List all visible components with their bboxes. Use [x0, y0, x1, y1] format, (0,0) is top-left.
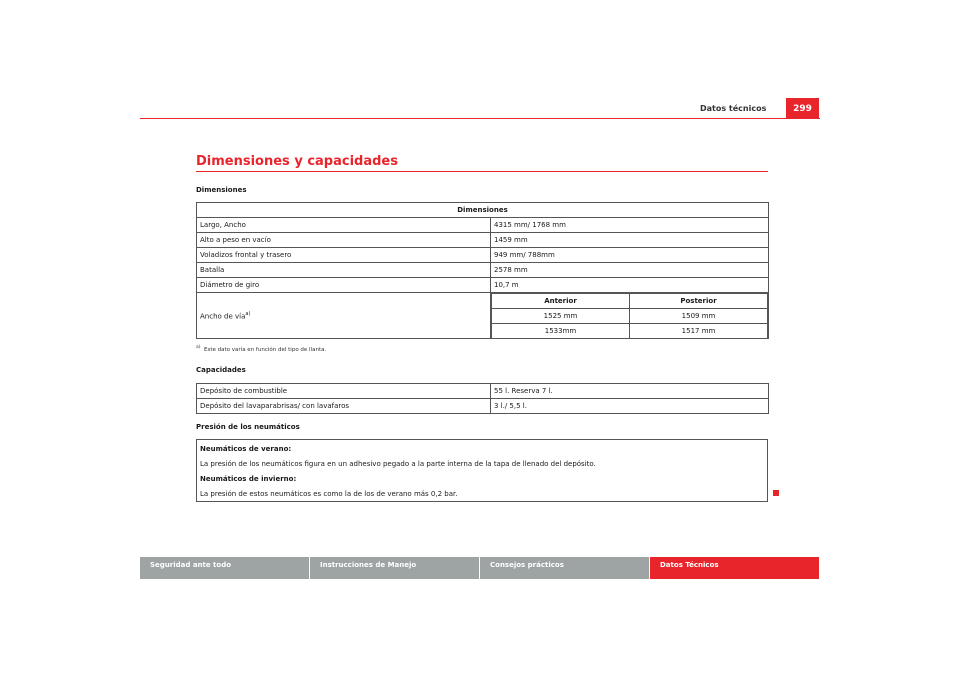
track-rear-value: 1517 mm [630, 324, 768, 339]
table-row [197, 248, 769, 263]
footnote-text: Este dato varía en función del tipo de llanta. [204, 346, 327, 353]
table-row [197, 278, 769, 293]
footer-tab-seguridad[interactable]: Seguridad ante todo [140, 557, 310, 579]
track-rear-header: Posterior [630, 294, 768, 309]
track-rear-value: 1509 mm [630, 309, 768, 324]
footer-navigation [140, 557, 819, 579]
row-value: 2578 mm [491, 263, 769, 278]
row-label: Largo, Ancho [197, 218, 491, 233]
row-label: Depósito de combustible [197, 384, 491, 399]
track-width-label-cell [197, 293, 491, 339]
row-label: Depósito del lavaparabrisas/ con lavafaros [197, 399, 491, 414]
winter-tires-title: Neumáticos de invierno: [200, 475, 297, 483]
track-width-row [197, 293, 769, 339]
footnote [196, 345, 326, 353]
footer-tab-datos-tecnicos[interactable]: Datos Técnicos [650, 557, 819, 579]
capacities-subhead: Capacidades [196, 366, 246, 374]
winter-tires-text: La presión de estos neumáticos es como la de los de verano más 0,2 bar. [200, 490, 458, 498]
row-value: 3 l./ 5,5 l. [491, 399, 769, 414]
footnote-ref: a) [245, 310, 251, 317]
track-front-value: 1533mm [492, 324, 630, 339]
end-of-section-marker [773, 490, 779, 496]
track-width-label: Ancho de vía [200, 312, 246, 321]
summer-tires-text: La presión de los neumáticos figura en un adhesivo pegado a la parte interna de la tapa de llenado del depósito. [200, 460, 596, 468]
row-label: Diámetro de giro [197, 278, 491, 293]
track-front-header: Anterior [492, 294, 630, 309]
row-value: 4315 mm/ 1768 mm [491, 218, 769, 233]
section-title: Dimensiones y capacidades [196, 154, 398, 169]
header-divider [140, 118, 820, 119]
dimensions-subhead: Dimensiones [196, 186, 247, 194]
section-divider [196, 171, 768, 172]
summer-tires-title: Neumáticos de verano: [200, 445, 292, 453]
tire-pressure-box [196, 439, 768, 502]
running-header-title: Datos técnicos [700, 104, 767, 113]
row-label: Batalla [197, 263, 491, 278]
track-front-value: 1525 mm [492, 309, 630, 324]
table-row [197, 384, 769, 399]
page-number-badge: 299 [786, 98, 819, 118]
row-value: 55 l. Reserva 7 l. [491, 384, 769, 399]
capacities-table [196, 383, 769, 414]
table-row [197, 218, 769, 233]
tire-pressure-subhead: Presión de los neumáticos [196, 423, 300, 431]
track-width-values-cell [491, 293, 769, 339]
row-value: 1459 mm [491, 233, 769, 248]
table-row [197, 233, 769, 248]
row-value: 949 mm/ 788mm [491, 248, 769, 263]
dimensions-table-header: Dimensiones [197, 203, 769, 218]
table-row [197, 399, 769, 414]
row-label: Alto a peso en vacío [197, 233, 491, 248]
footnote-mark: a) [196, 345, 201, 350]
footer-tab-consejos[interactable]: Consejos prácticos [480, 557, 650, 579]
track-width-subtable [491, 293, 768, 338]
row-label: Voladizos frontal y trasero [197, 248, 491, 263]
footer-tab-instrucciones[interactable]: Instrucciones de Manejo [310, 557, 480, 579]
row-value: 10,7 m [491, 278, 769, 293]
table-row [197, 263, 769, 278]
dimensions-table [196, 202, 769, 339]
